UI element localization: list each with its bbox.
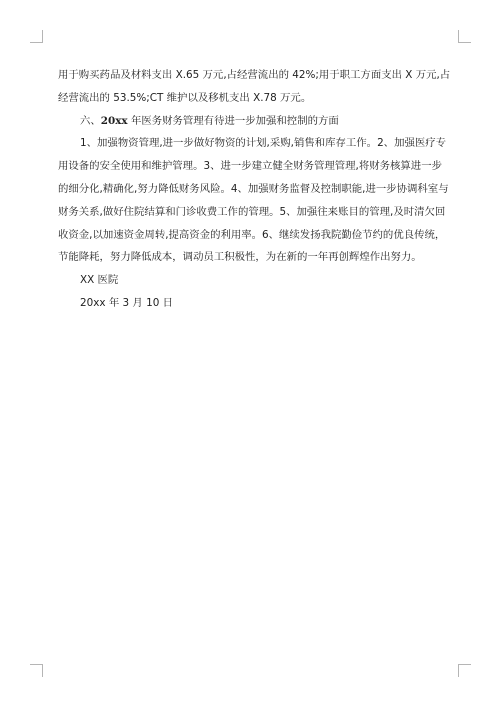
paragraph-expenses [58,64,451,110]
paragraph-line: 经营流出的 53.5%;CT 维护以及移机支出 X.78 万元。 [58,91,312,104]
paragraph-line: 用于购买药品及材料支出 X.65 万元,占经营流出的 42%;用于职工方面支出 X 万元,占 [58,69,451,81]
crop-mark-bottom-right [458,664,471,677]
paragraph-line: 1、加强物资管理,进一步做好物资的计划,采购,销售和库存工作。2、加强医疗专 [80,137,447,150]
document-body [58,64,451,315]
section-heading-6 [58,110,440,133]
crop-mark-bottom-left [30,664,43,677]
paragraph-line: 收资金,以加速资金周转,提高资金的利用率。6、继续发扬我院勤俭节约的优良传统， [58,228,446,241]
paragraph-line: 的细分化,精确化,努力降低财务风险。4、加强财务监督及控制职能,进一步协调科室与 [58,182,449,195]
paragraph-measures [58,132,449,269]
section-title: 年医务财务管理有待进一步加强和控制的方面 [127,114,339,127]
signature-organization: XX 医院 [80,274,119,287]
paragraph-line: 用设备的安全使用和维护管理。3、进一步建立健全财务管理管理,将财务核算进一步 [58,160,442,173]
paragraph-line: 节能降耗，努力降低成本，调动员工积极性，为在新的一年再创辉煌作出努力。 [58,251,422,264]
paragraph-line: 财务关系,做好住院结算和门诊收费工作的管理。5、加强往来账目的管理,及时清欠回 [58,205,446,218]
crop-mark-top-left [30,30,43,43]
signature-date: 20xx 年 3 月 10 日 [80,296,174,309]
section-number: 六、 [80,114,101,127]
section-year: 20xx [100,114,128,127]
crop-mark-top-right [458,30,471,43]
